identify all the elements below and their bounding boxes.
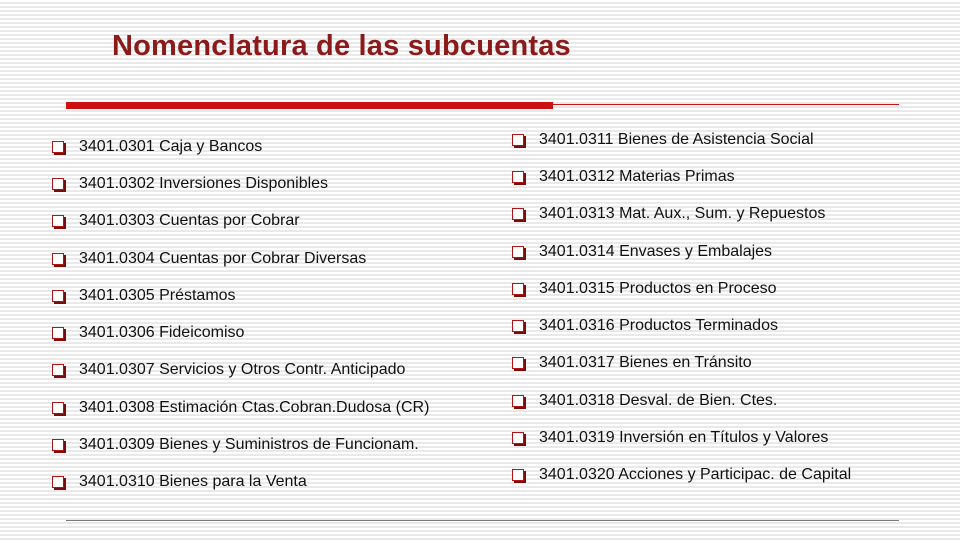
list-item xyxy=(52,203,429,240)
footer-divider xyxy=(66,520,899,521)
right-account-list xyxy=(512,121,851,494)
account-label: 3401.0308 Estimación Ctas.Cobran.Dudosa (CR) xyxy=(79,398,430,416)
list-item xyxy=(52,128,429,165)
account-label: 3401.0320 Acciones y Participac. de Capital xyxy=(539,466,852,484)
hollow-square-bullet-icon xyxy=(512,320,524,332)
hollow-square-bullet-icon xyxy=(512,283,524,295)
hollow-square-bullet-icon xyxy=(52,178,64,190)
account-label: 3401.0310 Bienes para la Venta xyxy=(79,473,307,491)
hollow-square-bullet-icon xyxy=(512,246,524,258)
hollow-square-bullet-icon xyxy=(52,327,64,339)
hollow-square-bullet-icon xyxy=(52,476,64,488)
list-item xyxy=(52,389,429,426)
hollow-square-bullet-icon xyxy=(512,432,524,444)
account-label: 3401.0301 Caja y Bancos xyxy=(79,137,263,155)
list-item xyxy=(52,426,429,463)
list-item xyxy=(512,196,851,233)
list-item xyxy=(52,314,429,351)
list-item xyxy=(52,240,429,277)
account-label: 3401.0309 Bienes y Suministros de Funcionam. xyxy=(79,436,419,454)
list-item xyxy=(512,270,851,307)
account-label: 3401.0305 Préstamos xyxy=(79,286,236,304)
title-underline-thick xyxy=(66,102,553,109)
list-item xyxy=(512,382,851,419)
account-label: 3401.0312 Materias Primas xyxy=(539,167,735,185)
list-item xyxy=(512,345,851,382)
hollow-square-bullet-icon xyxy=(512,469,524,481)
hollow-square-bullet-icon xyxy=(512,171,524,183)
account-label: 3401.0315 Productos en Proceso xyxy=(539,279,777,297)
list-item xyxy=(512,121,851,158)
list-item xyxy=(52,464,429,501)
hollow-square-bullet-icon xyxy=(52,290,64,302)
hollow-square-bullet-icon xyxy=(52,215,64,227)
account-label: 3401.0302 Inversiones Disponibles xyxy=(79,174,329,192)
slide-title: Nomenclatura de las subcuentas xyxy=(112,30,571,62)
hollow-square-bullet-icon xyxy=(52,402,64,414)
list-item xyxy=(512,307,851,344)
list-item xyxy=(512,457,851,494)
left-account-list xyxy=(52,128,429,501)
account-label: 3401.0318 Desval. de Bien. Ctes. xyxy=(539,391,778,409)
title-underline-thin xyxy=(553,104,899,105)
account-label: 3401.0311 Bienes de Asistencia Social xyxy=(539,130,814,148)
account-label: 3401.0314 Envases y Embalajes xyxy=(539,242,773,260)
account-label: 3401.0306 Fideicomiso xyxy=(79,324,245,342)
account-label: 3401.0316 Productos Terminados xyxy=(539,317,778,335)
hollow-square-bullet-icon xyxy=(52,141,64,153)
hollow-square-bullet-icon xyxy=(52,364,64,376)
list-item xyxy=(52,352,429,389)
hollow-square-bullet-icon xyxy=(512,208,524,220)
list-item xyxy=(512,419,851,456)
list-item xyxy=(512,233,851,270)
list-item xyxy=(52,165,429,202)
list-item xyxy=(512,158,851,195)
account-label: 3401.0319 Inversión en Títulos y Valores xyxy=(539,429,829,447)
account-label: 3401.0303 Cuentas por Cobrar xyxy=(79,212,300,230)
hollow-square-bullet-icon xyxy=(512,134,524,146)
hollow-square-bullet-icon xyxy=(52,253,64,265)
account-label: 3401.0307 Servicios y Otros Contr. Anticipado xyxy=(79,361,406,379)
account-label: 3401.0304 Cuentas por Cobrar Diversas xyxy=(79,249,367,267)
list-item xyxy=(52,277,429,314)
account-label: 3401.0317 Bienes en Tránsito xyxy=(539,354,752,372)
hollow-square-bullet-icon xyxy=(512,395,524,407)
hollow-square-bullet-icon xyxy=(52,439,64,451)
hollow-square-bullet-icon xyxy=(512,357,524,369)
account-label: 3401.0313 Mat. Aux., Sum. y Repuestos xyxy=(539,205,826,223)
